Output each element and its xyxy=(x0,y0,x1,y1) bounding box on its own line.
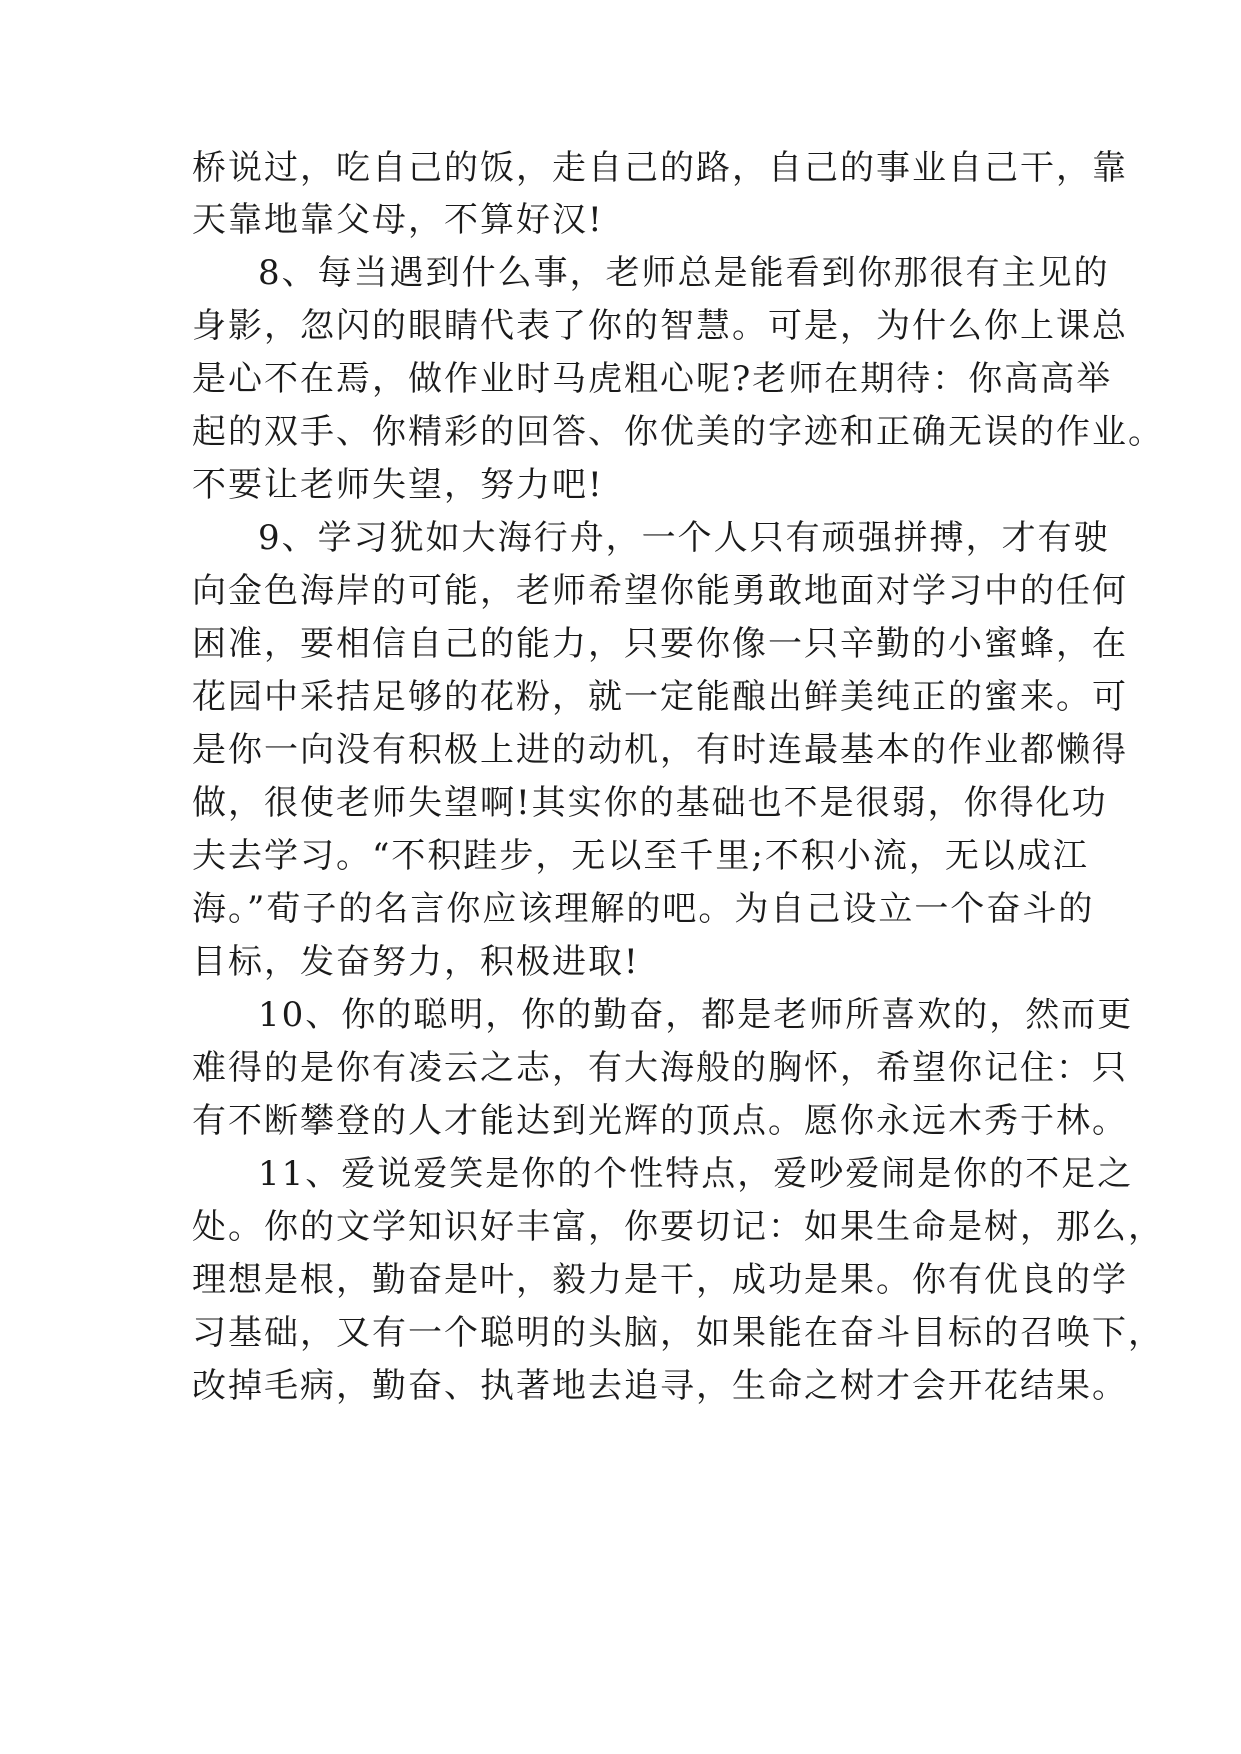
text-line: 桥说过，吃自己的饭，走自己的路，自己的事业自己干，靠 xyxy=(192,148,1128,188)
text-line: 做，很使老师失望啊!其实你的基础也不是很弱，你得化功 xyxy=(192,783,1108,823)
text-line: 理想是根，勤奋是叶，毅力是干，成功是果。你有优良的学 xyxy=(192,1260,1128,1300)
paragraph-8-start: 8、每当遇到什么事，老师总是能看到你那很有主见的 xyxy=(258,253,1110,293)
text-line: 是心不在焉，做作业时马虎粗心呢?老师在期待：你高高举 xyxy=(192,359,1113,399)
text-line: 海。”荀子的名言你应该理解的吧。为自己设立一个奋斗的 xyxy=(192,889,1095,929)
text-line: 起的双手、你精彩的回答、你优美的字迹和正确无误的作业。 xyxy=(192,412,1164,452)
text-line: 身影，忽闪的眼睛代表了你的智慧。可是，为什么你上课总 xyxy=(192,306,1128,346)
text-line: 向金色海岸的可能，老师希望你能勇敢地面对学习中的任何 xyxy=(192,571,1128,611)
text-line: 是你一向没有积极上进的动机，有时连最基本的作业都懒得 xyxy=(192,730,1128,770)
text-line: 习基础，又有一个聪明的头脑，如果能在奋斗目标的召唤下， xyxy=(192,1313,1164,1353)
text-line: 有不断攀登的人才能达到光辉的顶点。愿你永远木秀于林。 xyxy=(192,1101,1128,1141)
text-line: 改掉毛病，勤奋、执著地去追寻，生命之树才会开花结果。 xyxy=(192,1366,1128,1406)
paragraph-9-start: 9、学习犹如大海行舟，一个人只有顽强拼搏，才有驶 xyxy=(258,518,1110,558)
paragraph-10-start: 10、你的聪明，你的勤奋，都是老师所喜欢的，然而更 xyxy=(258,995,1134,1035)
text-line: 处。你的文学知识好丰富，你要切记：如果生命是树，那么， xyxy=(192,1207,1164,1247)
text-line: 不要让老师失望，努力吧! xyxy=(192,465,604,505)
text-line: 花园中采拮足够的花粉，就一定能酿出鲜美纯正的蜜来。可 xyxy=(192,677,1128,717)
text-line: 天靠地靠父母，不算好汉! xyxy=(192,200,604,240)
text-line: 难得的是你有凌云之志，有大海般的胸怀，希望你记住：只 xyxy=(192,1048,1128,1088)
text-line: 困准，要相信自己的能力，只要你像一只辛勤的小蜜蜂，在 xyxy=(192,624,1128,664)
text-line: 夫去学习。“不积跬步，无以至千里;不积小流，无以成江 xyxy=(192,836,1089,876)
text-line: 目标，发奋努力，积极进取! xyxy=(192,942,640,982)
paragraph-11-start: 11、爱说爱笑是你的个性特点，爱吵爱闹是你的不足之 xyxy=(258,1154,1134,1194)
